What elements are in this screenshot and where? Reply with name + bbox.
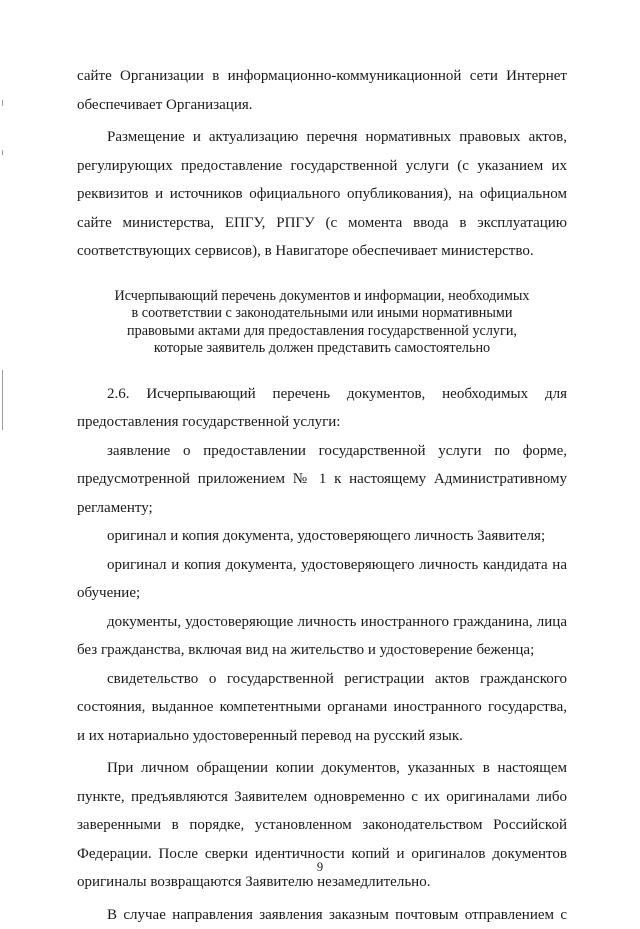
text-line: предусмотренной приложением № 1 к настоящему Административному — [77, 465, 567, 494]
clause-2-6 — [77, 380, 567, 437]
text-line: пункте, предъявляются Заявителем одновременно с их оригиналами либо — [77, 783, 567, 812]
margin-mark — [2, 150, 3, 155]
heading-line: которые заявитель должен представить самостоятельно — [77, 340, 567, 358]
heading-line: Исчерпывающий перечень документов и информации, необходимых — [77, 288, 567, 306]
heading-line: правовыми актами для предоставления государственной услуги, — [77, 323, 567, 341]
margin-mark — [2, 370, 3, 430]
text-line: сайте министерства, ЕПГУ, РПГУ (с момента ввода в эксплуатацию — [77, 209, 567, 238]
text-line: сайте Организации в информационно-коммуникационной сети Интернет — [77, 62, 567, 91]
text-line: заверенными в порядке, установленном законодательством Российской — [77, 811, 567, 840]
text-line: и их нотариально удостоверенный перевод на русский язык. — [77, 722, 567, 751]
text-line: обучение; — [77, 579, 567, 608]
text-line: документы, удостоверяющие личность иностранного гражданина, лица — [77, 608, 567, 637]
text-line: обеспечивает Организация. — [77, 91, 567, 120]
page-number: 9 — [0, 860, 640, 875]
list-item-applicant-id — [77, 522, 567, 551]
text-line: Федерации. После сверки идентичности копий и оригиналов документов — [77, 840, 567, 869]
text-line: свидетельство о государственной регистрации актов гражданского — [77, 665, 567, 694]
text-line: Размещение и актуализацию перечня нормативных правовых актов, — [77, 123, 567, 152]
text-line: регламенту; — [77, 494, 567, 523]
paragraph-placement — [77, 123, 567, 266]
heading-line: в соответствии с законодательными или иными нормативными — [77, 305, 567, 323]
text-line: состояния, выданное компетентными органами иностранного государства, — [77, 693, 567, 722]
text-line: 2.6. Исчерпывающий перечень документов, необходимых для — [77, 380, 567, 409]
text-line: соответствующих сервисов), в Навигаторе обеспечивает министерство. — [77, 237, 567, 266]
text-line: реквизитов и источников официального опубликования), на официальном — [77, 180, 567, 209]
paragraph-intro — [77, 62, 567, 119]
text-line: оригинал и копия документа, удостоверяющего личность Заявителя; — [77, 522, 567, 551]
text-line: регулирующих предоставление государственной услуги (с указанием их — [77, 152, 567, 181]
list-item-civil-registration — [77, 665, 567, 751]
text-line: оригинал и копия документа, удостоверяющего личность кандидата на — [77, 551, 567, 580]
text-line: При личном обращении копии документов, указанных в настоящем — [77, 754, 567, 783]
page-content — [77, 62, 567, 929]
text-line: без гражданства, включая вид на жительство и удостоверение беженца; — [77, 636, 567, 665]
text-line: заявление о предоставлении государственной услуги по форме, — [77, 437, 567, 466]
section-heading — [77, 288, 567, 358]
list-item-candidate-id — [77, 551, 567, 608]
text-line: предоставления государственной услуги: — [77, 408, 567, 437]
paragraph-personal-visit — [77, 754, 567, 897]
text-line: В случае направления заявления заказным почтовым отправлением с — [77, 901, 567, 929]
margin-mark — [2, 100, 3, 106]
text-line: оригиналы возвращаются Заявителю незамедлительно. — [77, 868, 567, 897]
list-item-application — [77, 437, 567, 523]
list-item-foreign-id — [77, 608, 567, 665]
